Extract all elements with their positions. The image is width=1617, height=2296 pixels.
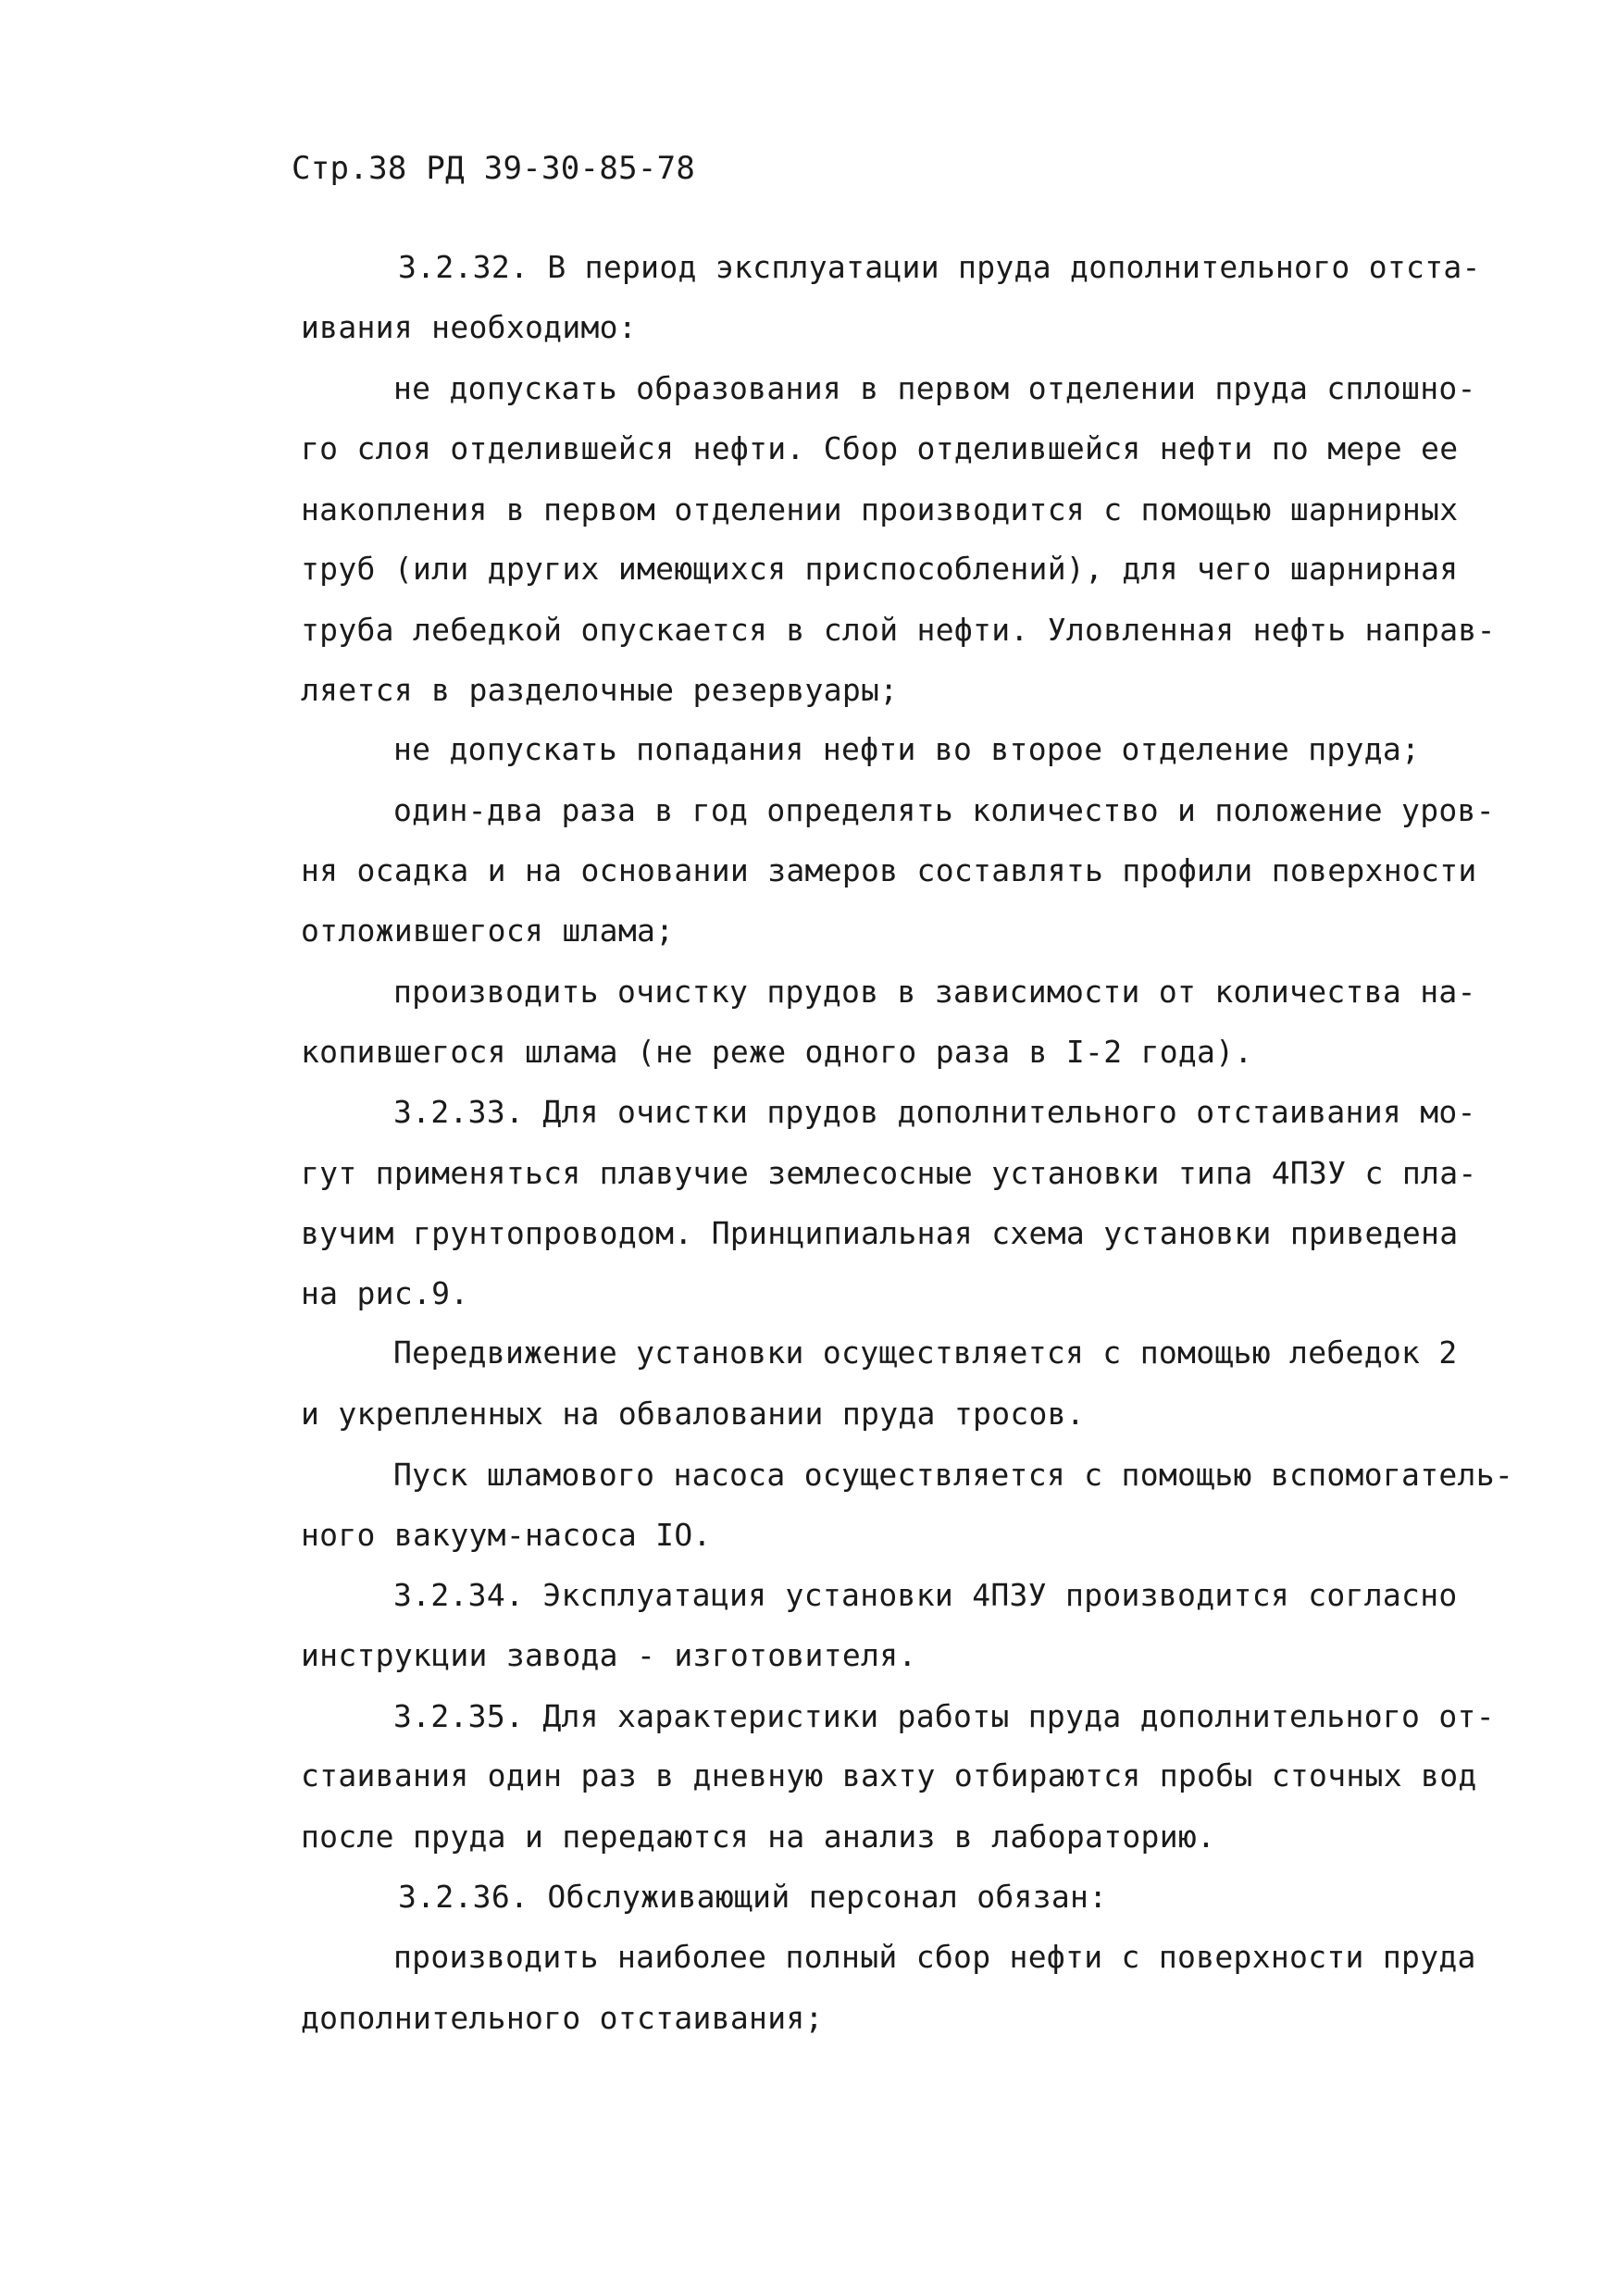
- text-line: накопления в первом отделении производится с помощью шарнирных: [301, 491, 1459, 527]
- text-line: отложившегося шлама;: [301, 912, 675, 949]
- text-line: не допускать попадания нефти во второе отделение пруда;: [393, 731, 1421, 767]
- text-line: и укрепленных на обваловании пруда тросов.: [301, 1396, 1086, 1432]
- text-line: производить очистку прудов в зависимости от количества на-: [393, 974, 1476, 1010]
- text-line: не допускать образования в первом отделении пруда сплошно-: [393, 370, 1476, 406]
- text-line: на рис.9.: [301, 1275, 469, 1311]
- text-line: труба лебедкой опускается в слой нефти. Уловленная нефть направ-: [301, 612, 1496, 648]
- text-line: ляется в разделочные резервуары;: [301, 672, 899, 708]
- text-line: вучим грунтопроводом. Принципиальная схема установки приведена: [301, 1215, 1459, 1251]
- text-line: ня осадка и на основании замеров составлять профили поверхности: [301, 852, 1477, 888]
- text-line: производить наиболее полный сбор нефти с поверхности пруда: [393, 1939, 1476, 1975]
- text-line: после пруда и передаются на анализ в лабораторию.: [301, 1818, 1216, 1855]
- text-line: го слоя отделившейся нефти. Сбор отделившейся нефти по мере ее: [301, 430, 1459, 466]
- text-line: труб (или других имеющихся приспособлений), для чего шарнирная: [301, 551, 1459, 587]
- text-line: дополнительного отстаивания;: [301, 2000, 824, 2036]
- text-line: стаивания один раз в дневную вахту отбираются пробы сточных вод: [301, 1757, 1477, 1793]
- text-line: инструкции завода - изготовителя.: [301, 1637, 917, 1673]
- text-line: 3.2.34. Эксплуатация установки 4ПЗУ производится согласно: [393, 1577, 1458, 1613]
- text-line: гут применяться плавучие землесосные установки типа 4ПЗУ с пла-: [301, 1155, 1477, 1191]
- text-line: 3.2.35. Для характеристики работы пруда дополнительного от-: [393, 1698, 1495, 1734]
- text-line: 3.2.33. Для очистки прудов дополнительного отстаивания мо-: [393, 1094, 1476, 1130]
- text-line: ивания необходимо:: [301, 309, 638, 345]
- text-line: ного вакуум-насоса IO.: [301, 1517, 712, 1553]
- page-header: Стр.38 РД 39-30-85-78: [292, 150, 696, 187]
- text-line: 3.2.32. В период эксплуатации пруда дополнительного отста-: [398, 249, 1481, 285]
- text-line: копившегося шлама (не реже одного раза в I-2 года).: [301, 1034, 1253, 1070]
- text-line: один-два раза в год определять количество и положение уров-: [393, 792, 1495, 828]
- text-line: Передвижение установки осуществляется с помощью лебедок 2: [393, 1334, 1458, 1371]
- text-line: Пуск шламового насоса осуществляется с помощью вспомогатель-: [393, 1457, 1514, 1493]
- text-line: 3.2.36. Обслуживающий персонал обязан:: [398, 1879, 1108, 1915]
